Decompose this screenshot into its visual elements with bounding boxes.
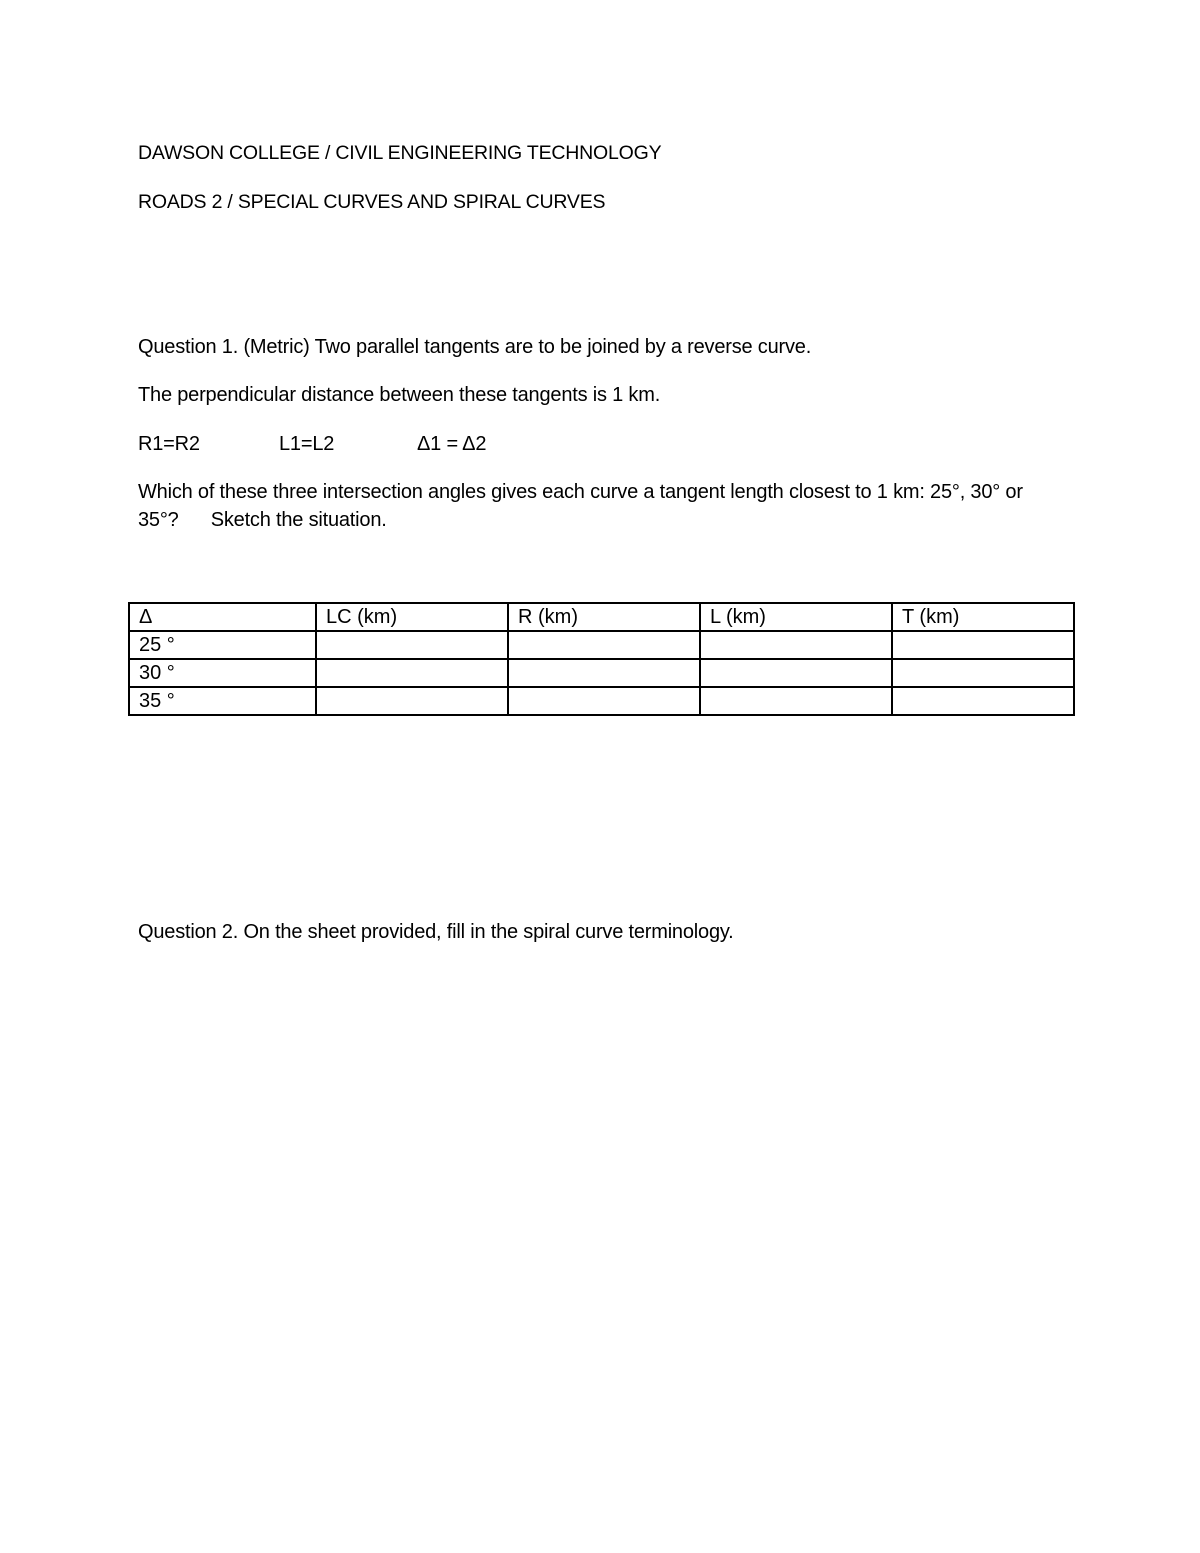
header-cell-r: R (km) (508, 603, 700, 631)
answer-cell (316, 659, 508, 687)
answer-cell (508, 687, 700, 715)
question-1-distance: The perpendicular distance between these tangents is 1 km. (138, 384, 661, 406)
header-cell-delta: Δ (129, 603, 316, 631)
condition-radius: R1=R2 (138, 433, 200, 455)
answer-cell (316, 687, 508, 715)
header-cell-t: T (km) (892, 603, 1074, 631)
angle-cell: 35 ° (129, 687, 316, 715)
question-1-prompt: Which of these three intersection angles gives each curve a tangent length closest to 1 km: 25°, 30° or 35°? Sketch the situation. (138, 481, 1023, 531)
answer-cell (508, 659, 700, 687)
table-row (129, 631, 1074, 659)
table-row (129, 687, 1074, 715)
table-header-row (129, 603, 1074, 631)
answer-cell (700, 659, 892, 687)
table-row (129, 659, 1074, 687)
angle-cell: 25 ° (129, 631, 316, 659)
condition-angle: Δ1 = Δ2 (417, 433, 487, 455)
angle-cell: 30 ° (129, 659, 316, 687)
header-topic: ROADS 2 / SPECIAL CURVES AND SPIRAL CURVES (138, 191, 606, 213)
answer-cell (700, 631, 892, 659)
answer-cell (508, 631, 700, 659)
question-1-intro: Question 1. (Metric) Two parallel tangents are to be joined by a reverse curve. (138, 336, 812, 358)
answer-cell (700, 687, 892, 715)
answer-cell (892, 631, 1074, 659)
answer-cell (892, 659, 1074, 687)
question-2-text: Question 2. On the sheet provided, fill in the spiral curve terminology. (138, 921, 734, 943)
header-cell-lc: LC (km) (316, 603, 508, 631)
answer-cell (892, 687, 1074, 715)
question-1-conditions (138, 430, 538, 458)
answer-table (128, 602, 1075, 716)
header-course: DAWSON COLLEGE / CIVIL ENGINEERING TECHNOLOGY (138, 142, 662, 164)
header-cell-l: L (km) (700, 603, 892, 631)
answer-cell (316, 631, 508, 659)
condition-length: L1=L2 (279, 433, 335, 455)
